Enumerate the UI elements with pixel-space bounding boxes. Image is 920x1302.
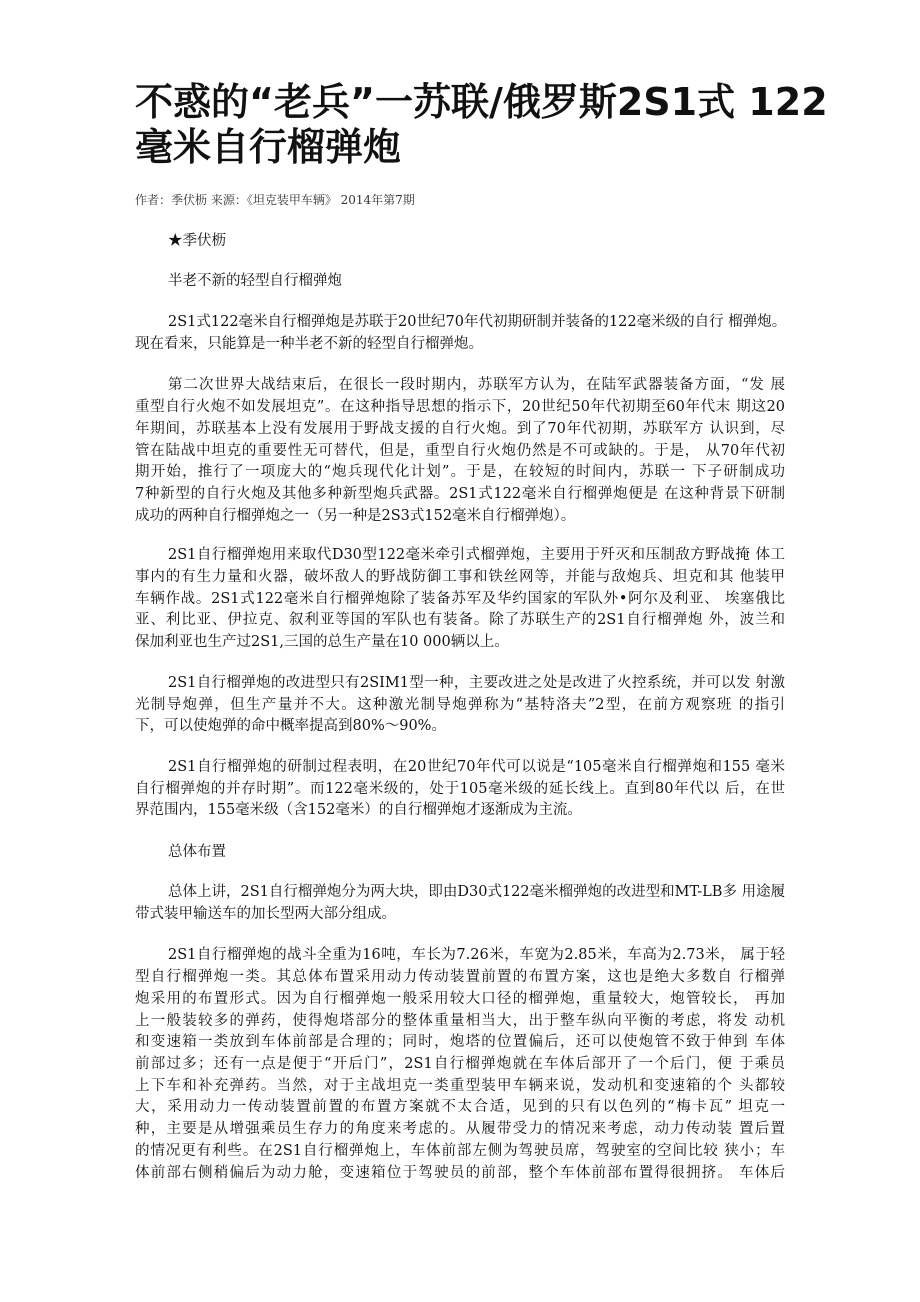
title-line: 毫米自行榴弹炮 bbox=[135, 125, 402, 169]
paragraph-line: 第二次世界大战结束后，在很长一段时期内，苏联军方认为，在陆军武器装备方面，“发 展 bbox=[168, 377, 785, 394]
paragraph-line: 亚、利比亚、伊拉克、叙利亚等国的军队也有装备。除了苏联生产的2S1自行榴弹炮 外，波兰和 bbox=[135, 612, 785, 629]
paragraph-line: 事内的有生力量和火器，破坏敌人的野战防御工事和铁丝网等，并能与敌炮兵、坦克和其 他装甲 bbox=[135, 569, 785, 586]
title-line: 不惑的“老兵”一苏联/俄罗斯2S1式 122 bbox=[135, 80, 828, 124]
paragraph-line: 界范围内，155毫米级（含152毫米）的自行榴弹炮才逐渐成为主流。 bbox=[135, 802, 582, 819]
paragraph bbox=[135, 945, 785, 1184]
paragraph-line: 下，可以使炮弹的命中概率提高到80%～90%。 bbox=[135, 718, 446, 735]
paragraph-line: 上一般装较多的弹药，使得炮塔部分的整体重量相当大，出于整车纵向平衡的考虑，将发 动机 bbox=[135, 1012, 785, 1029]
paragraph-line: 管在陆战中坦克的重要性无可替代，但是，重型自行火炮仍然是不可或缺的。于是， 从70年代初 bbox=[135, 442, 785, 459]
paragraph-line: 光制导炮弹，但生产量并不大。这种激光制导炮弹称为“基特洛夫”2型，在前方观察班 的指引 bbox=[135, 696, 785, 713]
paragraph bbox=[135, 312, 785, 355]
paragraph-line: 种，主要是从增强乘员生存力的角度来考虑的。从履带受力的情况来考虑，动力传动装 置后置 bbox=[135, 1121, 785, 1138]
paragraph bbox=[135, 882, 785, 925]
paragraph-line: 上下车和补充弹药。当然，对于主战坦克一类重型装甲车辆来说，发动机和变速箱的个 头都较 bbox=[135, 1077, 785, 1094]
article-meta: 作者：季伏枥 来源：《坦克装甲车辆》 2014年第7期 bbox=[135, 193, 415, 207]
paragraph-line: 2S1自行榴弹炮用来取代D30型122毫米牵引式榴弹炮，主要用于歼灭和压制敌方野战掩 体工 bbox=[168, 547, 785, 564]
paragraph-line: 的情况更有利些。在2S1自行榴弹炮上，车体前部左侧为驾驶员席，驾驶室的空间比较 狭小；车 bbox=[135, 1142, 785, 1159]
byline: ★季伏枥 bbox=[168, 233, 226, 249]
paragraph-line: 保加利亚也生产过2S1,三国的总生产量在10 000辆以上。 bbox=[135, 634, 509, 651]
section-heading: 半老不新的轻型自行榴弹炮 bbox=[168, 273, 342, 289]
paragraph-line: 车辆作战。2S1式122毫米自行榴弹炮除了装备苏军及华约国家的军队外•阿尔及利亚、 埃塞俄比 bbox=[135, 590, 785, 607]
paragraph-line: 期开始，推行了一项庞大的“炮兵现代化计划”。于是，在较短的时间内，苏联一 下子研制成功 bbox=[135, 464, 785, 481]
section-heading: 总体布置 bbox=[168, 844, 226, 861]
paragraph bbox=[135, 673, 785, 738]
paragraph-line: 现在看来，只能算是一种半老不新的轻型自行榴弹炮。 bbox=[135, 335, 483, 352]
paragraph-line: 2S1自行榴弹炮的研制过程表明，在20世纪70年代可以说是“105毫米自行榴弹炮和155 毫米 bbox=[168, 758, 785, 775]
paragraph-line: 2S1式122毫米自行榴弹炮是苏联于20世纪70年代初期研制并装备的122毫米级的自行 榴弹炮。 bbox=[168, 314, 787, 330]
article bbox=[135, 0, 828, 1184]
paragraph bbox=[135, 545, 785, 654]
paragraph-line: 年期间，苏联基本上没有发展用于野战支援的自行火炮。到了70年代初期，苏联军方 认识到，尽 bbox=[135, 420, 785, 437]
paragraph-line: 重型自行火炮不如发展坦克”。在这种指导思想的指示下，20世纪50年代初期至60年代末 期这20 bbox=[135, 399, 785, 416]
paragraph-line: 2S1自行榴弹炮的战斗全重为16吨，车长为7.26米，车宽为2.85米，车高为2.73米， 属于轻 bbox=[168, 947, 785, 964]
paragraph-line: 2S1自行榴弹炮的改进型只有2SIM1型一种，主要改进之处是改进了火控系统，并可以发 射激 bbox=[168, 674, 785, 691]
paragraph-line: 成功的两种自行榴弹炮之一（另一种是2S3式152毫米自行榴弹炮）。 bbox=[135, 507, 576, 524]
paragraph bbox=[135, 375, 785, 527]
paragraph-line: 体前部右侧稍偏后为动力舱，变速箱位于驾驶员的前部，整个车体前部布置得很拥挤。 车体后 bbox=[135, 1164, 785, 1181]
paragraph-line: 炮采用的布置形式。因为自行榴弹炮一般采用较大口径的榴弹炮，重量较大，炮管较长， 再加 bbox=[135, 990, 785, 1007]
paragraph-line: 自行榴弹炮的并存时期”。而122毫米级的，处于105毫米级的延长线上。直到80年代以 后，在世 bbox=[135, 780, 785, 797]
paragraph-line: 型自行榴弹炮一类。其总体布置采用动力传动装置前置的布置方案，这也是绝大多数自 行榴弹 bbox=[135, 969, 785, 986]
paragraph-line: 大，采用动力一传动装置前置的布置方案就不太合适，见到的只有以色列的“梅卡瓦” 坦克一 bbox=[135, 1099, 785, 1116]
paragraph-line: 总体上讲，2S1自行榴弹炮分为两大块，即由D30式122毫米榴弹炮的改进型和MT-LB多 用途履 bbox=[168, 884, 786, 901]
article-title bbox=[135, 80, 828, 170]
paragraph-line: 前部过多；还有一点是便于“开后门”，2S1自行榴弹炮就在车体后部开了一个后门，便 于乘员 bbox=[135, 1055, 785, 1072]
paragraph-line: 带式装甲输送车的加长型两大部分组成。 bbox=[135, 905, 396, 922]
paragraph bbox=[135, 757, 785, 822]
paragraph-line: 和变速箱一类放到车体前部是合理的；同时，炮塔的位置偏后，还可以使炮管不致于伸到 车体 bbox=[135, 1034, 785, 1051]
paragraph-line: 7种新型的自行火炮及其他多种新型炮兵武器。2S1式122毫米自行榴弹炮便是 在这种背景下研制 bbox=[135, 485, 785, 502]
